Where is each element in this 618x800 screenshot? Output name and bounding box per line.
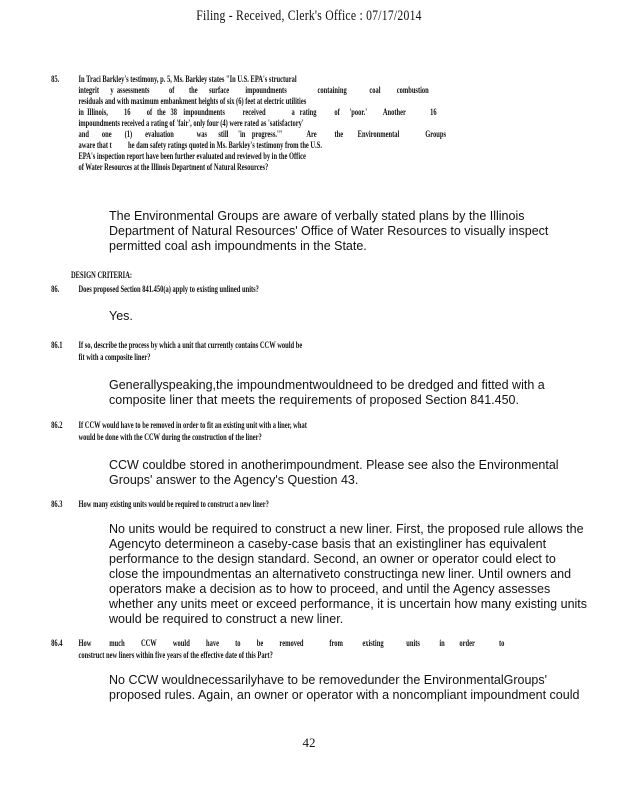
question-number: 86.1 — [51, 340, 63, 350]
question-line: impoundments received a rating of 'fair', only four (4) were rated as 'satisfactory' — [78, 118, 304, 128]
question-line: In Traci Barkley's testimony, p. 5, Ms. Barkley states "In U.S. EPA's structural — [78, 74, 297, 84]
question-line: aware that t he dam safety ratings quoted in Ms. Barkley's testimony from the U.S. — [78, 140, 322, 150]
answer-86-2: CCW couldbe stored in anotherimpoundment. Please see also the Environmental Groups' answer to the Agency's Question 43. — [109, 458, 559, 487]
question-number: 86.3 — [51, 499, 63, 509]
question-line: in Illinois, 16 of the 38 impoundments received a rating of 'poor.' Another 16 — [78, 107, 437, 117]
question-line: construct new liners within five years of the effective date of this Part? — [78, 650, 273, 660]
answer-86: Yes. — [109, 309, 133, 323]
answer-85: The Environmental Groups are aware of verbally stated plans by the Illinois Department of Natural Resources' Office of Water Resources to visually inspect permitted coal ash impoundments in the State. — [109, 209, 549, 253]
question-line: If so, describe the process by which a unit that currently contains CCW would be — [78, 340, 303, 350]
question-number: 85. — [51, 74, 60, 84]
section-heading-design-criteria: DESIGN CRITERIA: — [71, 270, 133, 280]
filing-stamp-header: Filing - Received, Clerk's Office : 07/17/2014 — [196, 8, 422, 24]
question-line: If CCW would have to be removed in order to fit an existing unit with a liner, what — [78, 420, 307, 430]
answer-86-4: No CCW wouldnecessarilyhave to be removedunder the EnvironmentalGroups' proposed rules. Again, an owner or operator with a noncompliant impoundment could — [109, 673, 580, 702]
question-line: Does proposed Section 841.450(a) apply to existing unlined units? — [78, 284, 259, 294]
question-line: How many existing units would be required to construct a new liner? — [78, 499, 269, 509]
question-number: 86.2 — [51, 420, 63, 430]
question-line: of Water Resources at the Illinois Department of Natural Resources? — [78, 162, 269, 172]
question-number: 86.4 — [51, 638, 63, 648]
answer-86-3: No units would be required to construct a new liner. First, the proposed rule allows the Agencyto determineon a caseby-case basis that an existingliner has equivalent performance to the design standard. Second, an owner or operator could elect to close the impoundmentas an alternativeto constructinga new liner. Until owners and operators make a decision as to how to proceed, and until the Agency assesses whether any units meet or exceed performance, it is uncertain how many existing units would be required to construct a new liner. — [109, 522, 588, 626]
question-line: would be done with the CCW during the construction of the liner? — [78, 432, 262, 442]
question-line: integrit y assessments of the surface impoundments containing coal combustion — [78, 85, 429, 95]
question-line: fit with a composite liner? — [78, 352, 151, 362]
question-line: How much CCW would have to be removed from existing units in order to — [78, 638, 505, 648]
answer-86-1: Generallyspeaking,the impoundmentwouldneed to be dredged and fitted with a composite liner that meets the requirements of proposed Section 841.450. — [109, 378, 545, 407]
question-line: and one (1) evaluation was still 'in progress.'" Are the Environmental Groups — [78, 129, 447, 139]
page-number: 42 — [302, 735, 316, 750]
question-line: residuals and with maximum embankment heights of six (6) feet at electric utilities — [78, 96, 307, 106]
question-number: 86. — [51, 284, 60, 294]
question-line: EPA's inspection report have been further evaluated and reviewed by in the Office — [78, 151, 306, 161]
